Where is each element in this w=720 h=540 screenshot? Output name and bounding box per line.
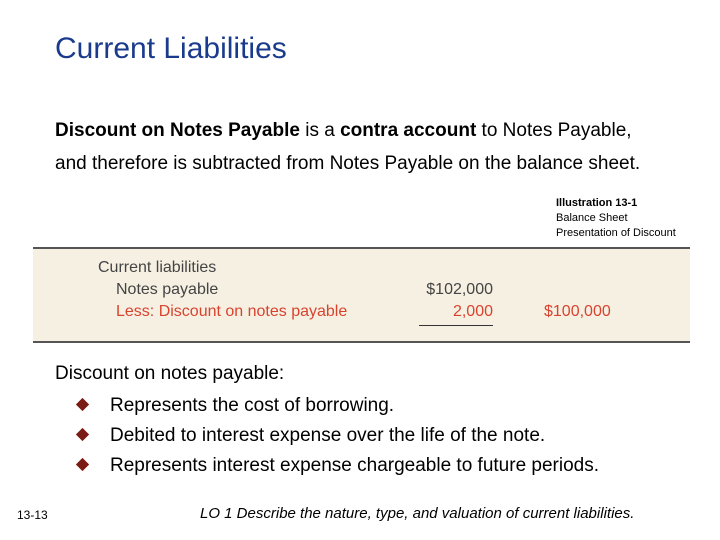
bullet-list [75, 391, 599, 481]
connector-text: is a [299, 120, 341, 141]
discount-value: 2,000 [452, 303, 493, 320]
table-heading: Current liabilities [98, 259, 217, 276]
balance-sheet-panel [33, 247, 690, 343]
illustration-caption [556, 196, 676, 241]
illustration-line1: Balance Sheet [556, 212, 628, 224]
rest-text: to Notes Payable, and therefore is subtracted from Notes Payable on the balance sheet. [55, 120, 641, 174]
slide-title: Current Liabilities [55, 32, 287, 65]
list-item [75, 451, 599, 481]
net-total-value: $100,000 [544, 303, 611, 320]
slide-number: 13-13 [17, 508, 48, 522]
illustration-line2: Presentation of Discount [556, 227, 676, 239]
underline-rule [419, 325, 493, 326]
contra-text: contra account [340, 120, 477, 141]
discount-subheading: Discount on notes payable: [55, 363, 285, 384]
list-item [75, 421, 599, 451]
notes-payable-value: $102,000 [426, 281, 493, 298]
illustration-label: Illustration 13-1 [556, 197, 638, 209]
notes-payable-label: Notes payable [116, 281, 219, 298]
diamond-bullet-icon [76, 398, 89, 411]
term-text: Discount on Notes Payable [55, 120, 300, 141]
diamond-bullet-icon [76, 458, 89, 471]
discount-label: Less: Discount on notes payable [116, 303, 348, 320]
bullet-text: Represents interest expense chargeable to future periods. [110, 455, 600, 476]
learning-objective-footer: LO 1 Describe the nature, type, and valuation of current liabilities. [200, 505, 635, 522]
bullet-text: Debited to interest expense over the life of the note. [110, 425, 546, 446]
intro-paragraph [55, 114, 665, 180]
diamond-bullet-icon [76, 428, 89, 441]
bullet-text: Represents the cost of borrowing. [110, 395, 395, 416]
list-item [75, 391, 599, 421]
